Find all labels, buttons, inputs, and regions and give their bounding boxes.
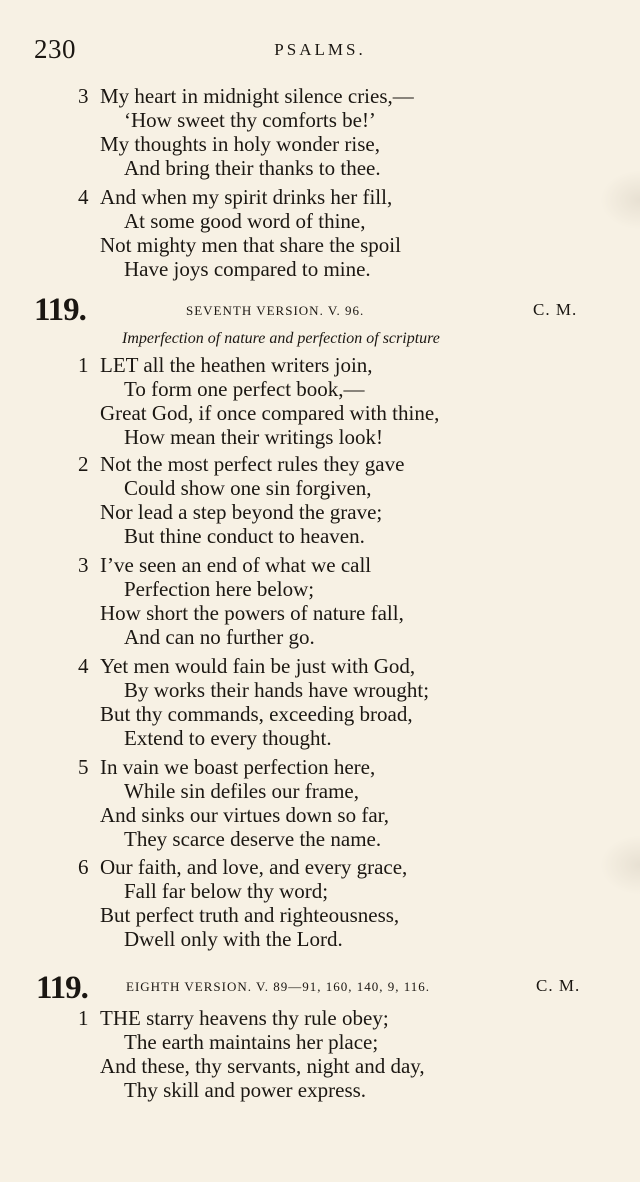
verse-line: THE starry heavens thy rule obey; bbox=[100, 1006, 389, 1030]
verse-line: In vain we boast perfection here, bbox=[100, 755, 376, 779]
stanza bbox=[78, 855, 618, 951]
verse-line: Thy skill and power express. bbox=[124, 1078, 367, 1102]
verse-line: Have joys compared to mine. bbox=[124, 257, 371, 281]
verse-line: Yet men would fain be just with God, bbox=[100, 654, 416, 678]
verse-line: And when my spirit drinks her fill, bbox=[100, 185, 393, 209]
verse-line: By works their hands have wrought; bbox=[124, 678, 430, 702]
verse-line: Could show one sin forgiven, bbox=[124, 476, 372, 500]
stanza bbox=[78, 84, 618, 180]
stanza-number: 2 bbox=[78, 452, 89, 476]
verse-line: My thoughts in holy wonder rise, bbox=[100, 132, 380, 156]
verse-line: I’ve seen an end of what we call bbox=[100, 553, 372, 577]
stanza bbox=[78, 654, 618, 750]
stanza-number: 5 bbox=[78, 755, 89, 779]
verse-line: Fall far below thy word; bbox=[124, 879, 329, 903]
stanza bbox=[78, 452, 618, 548]
page-number: 230 bbox=[34, 34, 76, 64]
verse-line: Not the most perfect rules they gave bbox=[100, 452, 405, 476]
stanza-number: 1 bbox=[78, 353, 89, 377]
verse-line: Dwell only with the Lord. bbox=[124, 927, 343, 951]
meter: C. M. bbox=[536, 976, 581, 995]
verse-line: But thine conduct to heaven. bbox=[124, 524, 365, 548]
stanza-number: 6 bbox=[78, 855, 89, 879]
hymn-number: 119. bbox=[34, 292, 86, 328]
verse-line: Our faith, and love, and every grace, bbox=[100, 855, 408, 879]
verse-line: The earth maintains her place; bbox=[124, 1030, 379, 1054]
verse-line: They scarce deserve the name. bbox=[124, 827, 382, 851]
verse-line: But thy commands, exceeding broad, bbox=[100, 702, 413, 726]
verse-line: While sin defiles our frame, bbox=[124, 779, 359, 803]
verse-line: How short the powers of nature fall, bbox=[100, 601, 404, 625]
verse-line: My heart in midnight silence cries,— bbox=[100, 84, 414, 108]
verse-line: And sinks our virtues down so far, bbox=[100, 803, 390, 827]
meter: C. M. bbox=[533, 300, 578, 319]
version-title: SEVENTH VERSION. V. 96. bbox=[186, 303, 365, 318]
verse-line: To form one perfect book,— bbox=[124, 377, 365, 401]
verse-line: Perfection here below; bbox=[124, 577, 315, 601]
verse-line: And these, thy servants, night and day, bbox=[100, 1054, 425, 1078]
verse-line: And bring their thanks to thee. bbox=[124, 156, 381, 180]
page-header bbox=[0, 34, 640, 74]
verse-line: Extend to every thought. bbox=[124, 726, 332, 750]
verse-line: LET all the heathen writers join, bbox=[100, 353, 373, 377]
stanza-number: 3 bbox=[78, 553, 89, 577]
stanza-number: 4 bbox=[78, 185, 89, 209]
hymn-subtitle: Imperfection of nature and perfection of scripture bbox=[122, 330, 440, 347]
stanza bbox=[78, 553, 618, 649]
verse-line: And can no further go. bbox=[124, 625, 315, 649]
verse-line: Nor lead a step beyond the grave; bbox=[100, 500, 383, 524]
stanza-number: 3 bbox=[78, 84, 89, 108]
verse-line: But perfect truth and righteousness, bbox=[100, 903, 400, 927]
stanza-number: 4 bbox=[78, 654, 89, 678]
verse-line: Not mighty men that share the spoil bbox=[100, 233, 401, 257]
verse-line: How mean their writings look! bbox=[124, 425, 383, 449]
stanza bbox=[78, 1006, 618, 1102]
stanza bbox=[78, 185, 618, 281]
stanza-number: 1 bbox=[78, 1006, 89, 1030]
hymn-number: 119. bbox=[36, 970, 88, 1006]
verse-line: Great God, if once compared with thine, bbox=[100, 401, 440, 425]
running-head: PSALMS. bbox=[274, 40, 366, 59]
verse-line: ‘How sweet thy comforts be!’ bbox=[124, 108, 376, 132]
stanza bbox=[78, 755, 618, 851]
stanza bbox=[78, 353, 618, 449]
version-title: EIGHTH VERSION. V. 89—91, 160, 140, 9, 116. bbox=[126, 979, 430, 994]
verse-line: At some good word of thine, bbox=[124, 209, 366, 233]
